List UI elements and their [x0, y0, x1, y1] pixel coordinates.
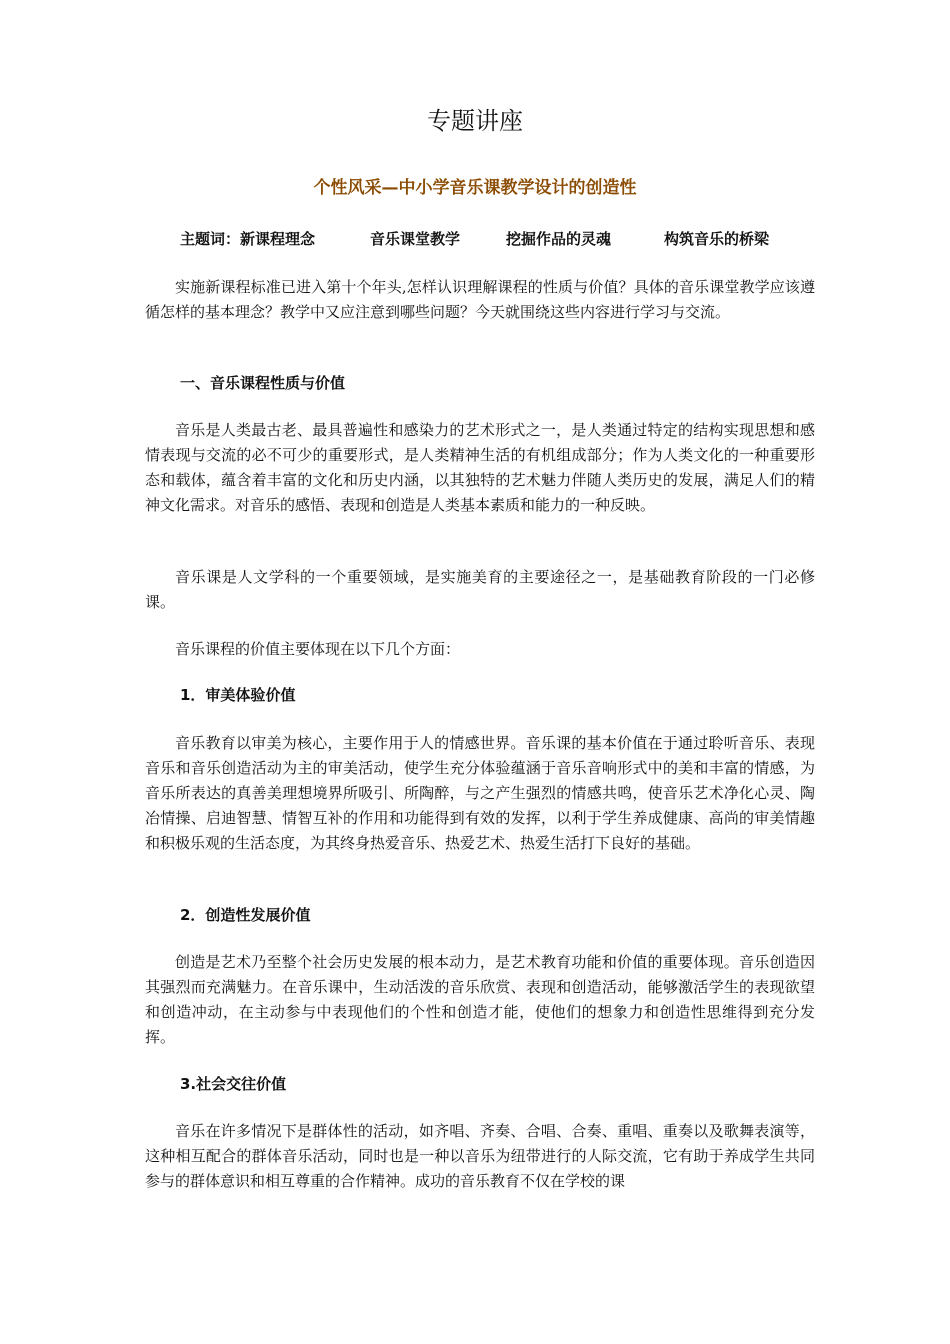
keyword-item: 音乐课堂教学	[370, 230, 461, 248]
body-paragraph: 音乐教育以审美为核心，主要作用于人的情感世界。音乐课的基本价值在于通过聆听音乐、表现音乐和音乐创造活动为主的审美活动，使学生充分体验蕴涵于音乐音响形式中的美和丰富的情感，为音乐所表达的真善美理想境界所吸引、所陶醉，与之产生强烈的情感共鸣，使音乐艺术净化心灵、陶冶情操、启迪智慧、情智互补的作用和功能得到有效的发挥，以利于学生养成健康、高尚的审美情趣和积极乐观的生活态度，为其终身热爱音乐、热爱艺术、热爱生活打下良好的基础。	[145, 734, 815, 852]
subsection-heading: 1．审美体验价值	[180, 686, 296, 704]
lecture-subtitle: 个性风采—中小学音乐课教学设计的创造性	[313, 178, 637, 198]
page-title: 专题讲座	[427, 107, 523, 135]
subsection-heading: 2．创造性发展价值	[180, 906, 311, 924]
body-paragraph: 音乐课是人文学科的一个重要领域，是实施美育的主要途径之一，是基础教育阶段的一门必修课。	[145, 568, 815, 611]
section-heading: 一、音乐课程性质与价值	[180, 374, 346, 392]
intro-paragraph: 实施新课程标准已进入第十个年头,怎样认识理解课程的性质与价值？具体的音乐课堂教学应该遵循怎样的基本理念？教学中又应注意到哪些问题？今天就围绕这些内容进行学习与交流。	[145, 278, 815, 321]
body-paragraph: 音乐在许多情况下是群体性的活动，如齐唱、齐奏、合唱、合奏、重唱、重奏以及歌舞表演等，这种相互配合的群体音乐活动，同时也是一种以音乐为纽带进行的人际交流，它有助于养成学生共同参与的群体意识和相互尊重的合作精神。成功的音乐教育不仅在学校的课	[145, 1122, 815, 1190]
keyword-item: 挖掘作品的灵魂	[506, 230, 612, 248]
body-paragraph: 创造是艺术乃至整个社会历史发展的根本动力，是艺术教育功能和价值的重要体现。音乐创造因其强烈而充满魅力。在音乐课中，生动活泼的音乐欣赏、表现和创造活动，能够激活学生的表现欲望和创造冲动，在主动参与中表现他们的个性和创造才能，使他们的想象力和创造性思维得到充分发挥。	[145, 953, 815, 1046]
body-paragraph: 音乐课程的价值主要体现在以下几个方面：	[175, 640, 461, 658]
keywords-label: 主题词：新课程理念	[180, 230, 316, 248]
subsection-heading: 3.社会交往价值	[180, 1075, 287, 1093]
keyword-item: 构筑音乐的桥梁	[664, 230, 770, 248]
body-paragraph: 音乐是人类最古老、最具普遍性和感染力的艺术形式之一，是人类通过特定的结构实现思想和感情表现与交流的必不可少的重要形式，是人类精神生活的有机组成部分；作为人类文化的一种重要形态和载体，蕴含着丰富的文化和历史内涵，以其独特的艺术魅力伴随人类历史的发展，满足人们的精神文化需求。对音乐的感悟、表现和创造是人类基本素质和能力的一种反映。	[145, 421, 815, 514]
